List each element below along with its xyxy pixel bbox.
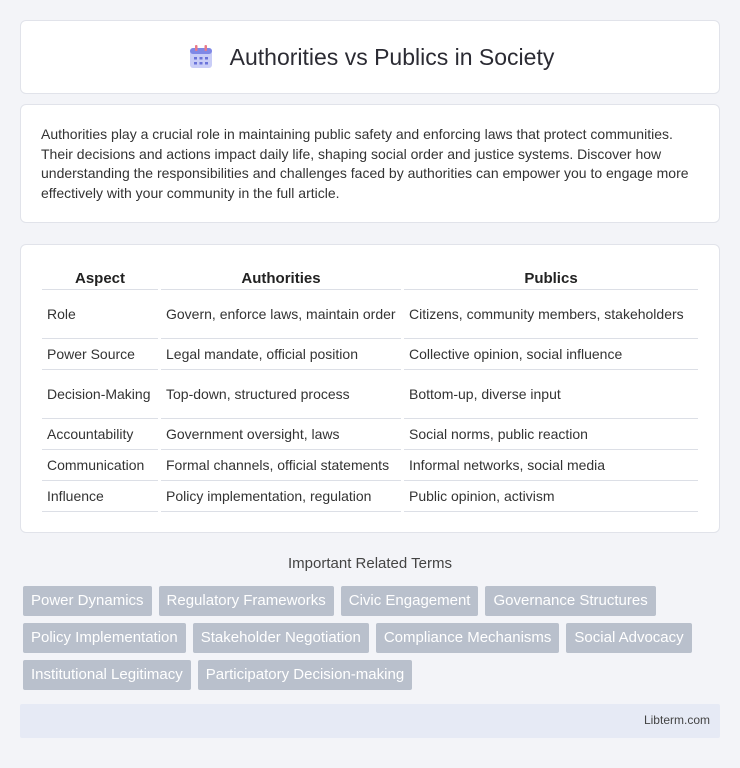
footer-site-link[interactable]: Libterm.com [643,713,710,727]
cell-authorities: Formal channels, official statements [161,450,401,481]
cell-publics: Public opinion, activism [404,481,698,512]
header-publics: Publics [404,267,698,290]
related-terms-list [23,586,723,690]
cell-aspect: Accountability [42,419,158,450]
related-term-tag[interactable]: Policy Implementation [23,623,186,653]
related-terms-title: Important Related Terms [288,555,452,572]
related-term-tag[interactable]: Civic Engagement [341,586,479,616]
table-row [42,450,698,481]
page-title: Authorities vs Publics in Society [229,43,555,70]
cell-aspect: Communication [42,450,158,481]
comparison-card [20,244,720,533]
cell-aspect: Influence [42,481,158,512]
related-term-tag[interactable]: Institutional Legitimacy [23,660,191,690]
comparison-table [39,267,701,512]
cell-publics: Informal networks, social media [404,450,698,481]
cell-authorities: Policy implementation, regulation [161,481,401,512]
cell-publics: Citizens, community members, stakeholders [404,290,698,339]
cell-authorities: Govern, enforce laws, maintain order [161,290,401,339]
table-row [42,481,698,512]
cell-aspect: Role [42,290,158,339]
header-authorities: Authorities [161,267,401,290]
cell-publics: Social norms, public reaction [404,419,698,450]
related-term-tag[interactable]: Participatory Decision-making [198,660,412,690]
cell-aspect: Power Source [42,339,158,370]
calendar-icon [186,42,216,72]
cell-authorities: Legal mandate, official position [161,339,401,370]
cell-authorities: Government oversight, laws [161,419,401,450]
intro-text: Authorities play a crucial role in maintaining public safety and enforcing laws that protect communities. Their decisions and actions impact daily life, shaping social order and justice systems. Discover how understanding the responsibilities and challenges faced by authorities can empower you to engage more effectively with your community in the full article. [41,126,689,201]
related-term-tag[interactable]: Regulatory Frameworks [159,586,334,616]
related-term-tag[interactable]: Stakeholder Negotiation [193,623,369,653]
cell-aspect: Decision-Making [42,370,158,419]
table-row [42,370,698,419]
table-row [42,290,698,339]
related-term-tag[interactable]: Social Advocacy [566,623,691,653]
related-term-tag[interactable]: Compliance Mechanisms [376,623,560,653]
footer [20,704,720,738]
cell-authorities: Top-down, structured process [161,370,401,419]
cell-publics: Bottom-up, diverse input [404,370,698,419]
related-term-tag[interactable]: Governance Structures [485,586,655,616]
header-aspect: Aspect [42,267,158,290]
table-row [42,339,698,370]
intro-card [20,104,720,223]
header-card [20,20,720,94]
table-row [42,419,698,450]
cell-publics: Collective opinion, social influence [404,339,698,370]
related-term-tag[interactable]: Power Dynamics [23,586,152,616]
